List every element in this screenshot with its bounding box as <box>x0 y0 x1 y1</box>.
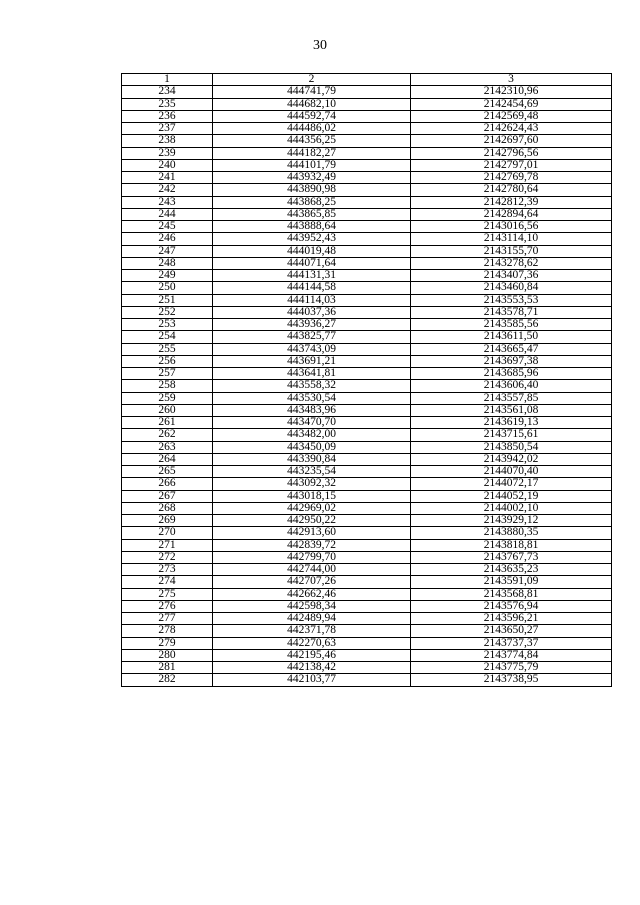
point-number-cell: 237 <box>122 123 213 135</box>
y-coordinate-cell: 2143738,95 <box>411 674 612 686</box>
x-coordinate-cell: 442707,26 <box>213 576 411 588</box>
x-coordinate-cell: 442195,46 <box>213 649 411 661</box>
table-row <box>122 453 612 465</box>
table-row <box>122 159 612 171</box>
x-coordinate-cell: 444356,25 <box>213 135 411 147</box>
point-number-cell: 236 <box>122 110 213 122</box>
table-row <box>122 502 612 514</box>
table-body <box>122 74 612 687</box>
point-number-cell: 266 <box>122 478 213 490</box>
x-coordinate-cell: 442489,94 <box>213 613 411 625</box>
point-number-cell: 252 <box>122 306 213 318</box>
y-coordinate-cell: 2142812,39 <box>411 196 612 208</box>
y-coordinate-cell: 2143557,85 <box>411 392 612 404</box>
point-number-cell: 242 <box>122 184 213 196</box>
table-row <box>122 110 612 122</box>
x-coordinate-cell: 443641,81 <box>213 368 411 380</box>
x-coordinate-cell: 443952,43 <box>213 233 411 245</box>
y-coordinate-cell: 2142310,96 <box>411 86 612 98</box>
point-number-cell: 261 <box>122 417 213 429</box>
table-row <box>122 245 612 257</box>
point-number-cell: 271 <box>122 539 213 551</box>
point-number-cell: 253 <box>122 319 213 331</box>
header-cell-3: 3 <box>411 74 612 86</box>
table-row <box>122 478 612 490</box>
y-coordinate-cell: 2143568,81 <box>411 588 612 600</box>
table-row <box>122 649 612 661</box>
point-number-cell: 257 <box>122 368 213 380</box>
y-coordinate-cell: 2142624,43 <box>411 123 612 135</box>
x-coordinate-cell: 442950,22 <box>213 515 411 527</box>
table-row <box>122 196 612 208</box>
y-coordinate-cell: 2143407,36 <box>411 270 612 282</box>
x-coordinate-cell: 443530,54 <box>213 392 411 404</box>
table-row <box>122 172 612 184</box>
y-coordinate-cell: 2143278,62 <box>411 257 612 269</box>
point-number-cell: 234 <box>122 86 213 98</box>
table-row <box>122 625 612 637</box>
x-coordinate-cell: 442103,77 <box>213 674 411 686</box>
y-coordinate-cell: 2143553,53 <box>411 294 612 306</box>
point-number-cell: 249 <box>122 270 213 282</box>
x-coordinate-cell: 443888,64 <box>213 221 411 233</box>
table-row <box>122 466 612 478</box>
x-coordinate-cell: 444071,64 <box>213 257 411 269</box>
y-coordinate-cell: 2143737,37 <box>411 637 612 649</box>
y-coordinate-cell: 2142796,56 <box>411 147 612 159</box>
table-row <box>122 551 612 563</box>
y-coordinate-cell: 2142569,48 <box>411 110 612 122</box>
table-row <box>122 380 612 392</box>
y-coordinate-cell: 2143591,09 <box>411 576 612 588</box>
point-number-cell: 281 <box>122 662 213 674</box>
x-coordinate-cell: 444592,74 <box>213 110 411 122</box>
y-coordinate-cell: 2143576,94 <box>411 600 612 612</box>
table-row <box>122 86 612 98</box>
x-coordinate-cell: 444019,48 <box>213 245 411 257</box>
table-row <box>122 184 612 196</box>
x-coordinate-cell: 443936,27 <box>213 319 411 331</box>
y-coordinate-cell: 2144002,10 <box>411 502 612 514</box>
x-coordinate-cell: 444101,79 <box>213 159 411 171</box>
x-coordinate-cell: 443558,32 <box>213 380 411 392</box>
y-coordinate-cell: 2142797,01 <box>411 159 612 171</box>
coordinates-table <box>121 73 612 687</box>
x-coordinate-cell: 444114,03 <box>213 294 411 306</box>
point-number-cell: 247 <box>122 245 213 257</box>
y-coordinate-cell: 2143650,27 <box>411 625 612 637</box>
point-number-cell: 276 <box>122 600 213 612</box>
y-coordinate-cell: 2143665,47 <box>411 343 612 355</box>
point-number-cell: 279 <box>122 637 213 649</box>
x-coordinate-cell: 443450,09 <box>213 441 411 453</box>
x-coordinate-cell: 443092,32 <box>213 478 411 490</box>
x-coordinate-cell: 444037,36 <box>213 306 411 318</box>
y-coordinate-cell: 2143767,73 <box>411 551 612 563</box>
point-number-cell: 250 <box>122 282 213 294</box>
page-number: 30 <box>313 38 327 53</box>
x-coordinate-cell: 442598,34 <box>213 600 411 612</box>
table-row <box>122 490 612 502</box>
point-number-cell: 251 <box>122 294 213 306</box>
y-coordinate-cell: 2143578,71 <box>411 306 612 318</box>
y-coordinate-cell: 2144072,17 <box>411 478 612 490</box>
x-coordinate-cell: 442138,42 <box>213 662 411 674</box>
y-coordinate-cell: 2144052,19 <box>411 490 612 502</box>
header-cell-1: 1 <box>122 74 213 86</box>
point-number-cell: 243 <box>122 196 213 208</box>
x-coordinate-cell: 443743,09 <box>213 343 411 355</box>
x-coordinate-cell: 443890,98 <box>213 184 411 196</box>
point-number-cell: 258 <box>122 380 213 392</box>
table-row <box>122 98 612 110</box>
x-coordinate-cell: 442371,78 <box>213 625 411 637</box>
y-coordinate-cell: 2143155,70 <box>411 245 612 257</box>
point-number-cell: 270 <box>122 527 213 539</box>
x-coordinate-cell: 443932,49 <box>213 172 411 184</box>
y-coordinate-cell: 2143619,13 <box>411 417 612 429</box>
x-coordinate-cell: 443470,70 <box>213 417 411 429</box>
point-number-cell: 260 <box>122 404 213 416</box>
x-coordinate-cell: 443691,21 <box>213 355 411 367</box>
y-coordinate-cell: 2142780,64 <box>411 184 612 196</box>
point-number-cell: 263 <box>122 441 213 453</box>
y-coordinate-cell: 2143611,50 <box>411 331 612 343</box>
table-row <box>122 319 612 331</box>
x-coordinate-cell: 443018,15 <box>213 490 411 502</box>
point-number-cell: 267 <box>122 490 213 502</box>
table-row <box>122 123 612 135</box>
x-coordinate-cell: 443865,85 <box>213 208 411 220</box>
header-cell-2: 2 <box>213 74 411 86</box>
point-number-cell: 265 <box>122 466 213 478</box>
point-number-cell: 238 <box>122 135 213 147</box>
y-coordinate-cell: 2143818,81 <box>411 539 612 551</box>
x-coordinate-cell: 443482,00 <box>213 429 411 441</box>
point-number-cell: 235 <box>122 98 213 110</box>
y-coordinate-cell: 2142894,64 <box>411 208 612 220</box>
table-row <box>122 294 612 306</box>
table-row <box>122 637 612 649</box>
point-number-cell: 273 <box>122 564 213 576</box>
table-row <box>122 233 612 245</box>
table-row <box>122 282 612 294</box>
point-number-cell: 245 <box>122 221 213 233</box>
y-coordinate-cell: 2143774,84 <box>411 649 612 661</box>
point-number-cell: 255 <box>122 343 213 355</box>
point-number-cell: 254 <box>122 331 213 343</box>
table-row <box>122 564 612 576</box>
table-row <box>122 208 612 220</box>
point-number-cell: 275 <box>122 588 213 600</box>
y-coordinate-cell: 2143850,54 <box>411 441 612 453</box>
y-coordinate-cell: 2143685,96 <box>411 368 612 380</box>
y-coordinate-cell: 2143635,23 <box>411 564 612 576</box>
x-coordinate-cell: 444144,58 <box>213 282 411 294</box>
y-coordinate-cell: 2143561,08 <box>411 404 612 416</box>
table-row <box>122 392 612 404</box>
point-number-cell: 264 <box>122 453 213 465</box>
x-coordinate-cell: 442744,00 <box>213 564 411 576</box>
y-coordinate-cell: 2143596,21 <box>411 613 612 625</box>
table-row <box>122 417 612 429</box>
x-coordinate-cell: 442270,63 <box>213 637 411 649</box>
point-number-cell: 246 <box>122 233 213 245</box>
y-coordinate-cell: 2143606,40 <box>411 380 612 392</box>
point-number-cell: 272 <box>122 551 213 563</box>
point-number-cell: 269 <box>122 515 213 527</box>
y-coordinate-cell: 2143016,56 <box>411 221 612 233</box>
table-row <box>122 576 612 588</box>
y-coordinate-cell: 2143880,35 <box>411 527 612 539</box>
x-coordinate-cell: 444682,10 <box>213 98 411 110</box>
table-row <box>122 662 612 674</box>
x-coordinate-cell: 444741,79 <box>213 86 411 98</box>
x-coordinate-cell: 443235,54 <box>213 466 411 478</box>
table-row <box>122 441 612 453</box>
point-number-cell: 240 <box>122 159 213 171</box>
y-coordinate-cell: 2142454,69 <box>411 98 612 110</box>
point-number-cell: 262 <box>122 429 213 441</box>
point-number-cell: 282 <box>122 674 213 686</box>
table-row <box>122 270 612 282</box>
y-coordinate-cell: 2142769,78 <box>411 172 612 184</box>
table-row <box>122 343 612 355</box>
point-number-cell: 244 <box>122 208 213 220</box>
x-coordinate-cell: 443868,25 <box>213 196 411 208</box>
table-row <box>122 404 612 416</box>
point-number-cell: 248 <box>122 257 213 269</box>
x-coordinate-cell: 442913,60 <box>213 527 411 539</box>
y-coordinate-cell: 2143775,79 <box>411 662 612 674</box>
y-coordinate-cell: 2143697,38 <box>411 355 612 367</box>
table-row <box>122 331 612 343</box>
point-number-cell: 277 <box>122 613 213 625</box>
table-row <box>122 527 612 539</box>
point-number-cell: 268 <box>122 502 213 514</box>
x-coordinate-cell: 443390,84 <box>213 453 411 465</box>
x-coordinate-cell: 443483,96 <box>213 404 411 416</box>
table-row <box>122 257 612 269</box>
table-row <box>122 306 612 318</box>
y-coordinate-cell: 2143929,12 <box>411 515 612 527</box>
y-coordinate-cell: 2143460,84 <box>411 282 612 294</box>
y-coordinate-cell: 2144070,40 <box>411 466 612 478</box>
point-number-cell: 280 <box>122 649 213 661</box>
x-coordinate-cell: 442662,46 <box>213 588 411 600</box>
table-row <box>122 539 612 551</box>
table-row <box>122 674 612 686</box>
table-row <box>122 515 612 527</box>
x-coordinate-cell: 444486,02 <box>213 123 411 135</box>
table-row <box>122 600 612 612</box>
table-row <box>122 355 612 367</box>
table-row <box>122 135 612 147</box>
table-header-row <box>122 74 612 86</box>
table-row <box>122 613 612 625</box>
point-number-cell: 241 <box>122 172 213 184</box>
y-coordinate-cell: 2143585,56 <box>411 319 612 331</box>
x-coordinate-cell: 443825,77 <box>213 331 411 343</box>
table-row <box>122 147 612 159</box>
x-coordinate-cell: 444131,31 <box>213 270 411 282</box>
point-number-cell: 274 <box>122 576 213 588</box>
x-coordinate-cell: 442799,70 <box>213 551 411 563</box>
point-number-cell: 259 <box>122 392 213 404</box>
x-coordinate-cell: 442839,72 <box>213 539 411 551</box>
y-coordinate-cell: 2143114,10 <box>411 233 612 245</box>
y-coordinate-cell: 2143715,61 <box>411 429 612 441</box>
point-number-cell: 239 <box>122 147 213 159</box>
y-coordinate-cell: 2143942,02 <box>411 453 612 465</box>
table-row <box>122 588 612 600</box>
x-coordinate-cell: 442969,02 <box>213 502 411 514</box>
table-row <box>122 429 612 441</box>
x-coordinate-cell: 444182,27 <box>213 147 411 159</box>
point-number-cell: 256 <box>122 355 213 367</box>
table-row <box>122 221 612 233</box>
point-number-cell: 278 <box>122 625 213 637</box>
table-row <box>122 368 612 380</box>
y-coordinate-cell: 2142697,60 <box>411 135 612 147</box>
